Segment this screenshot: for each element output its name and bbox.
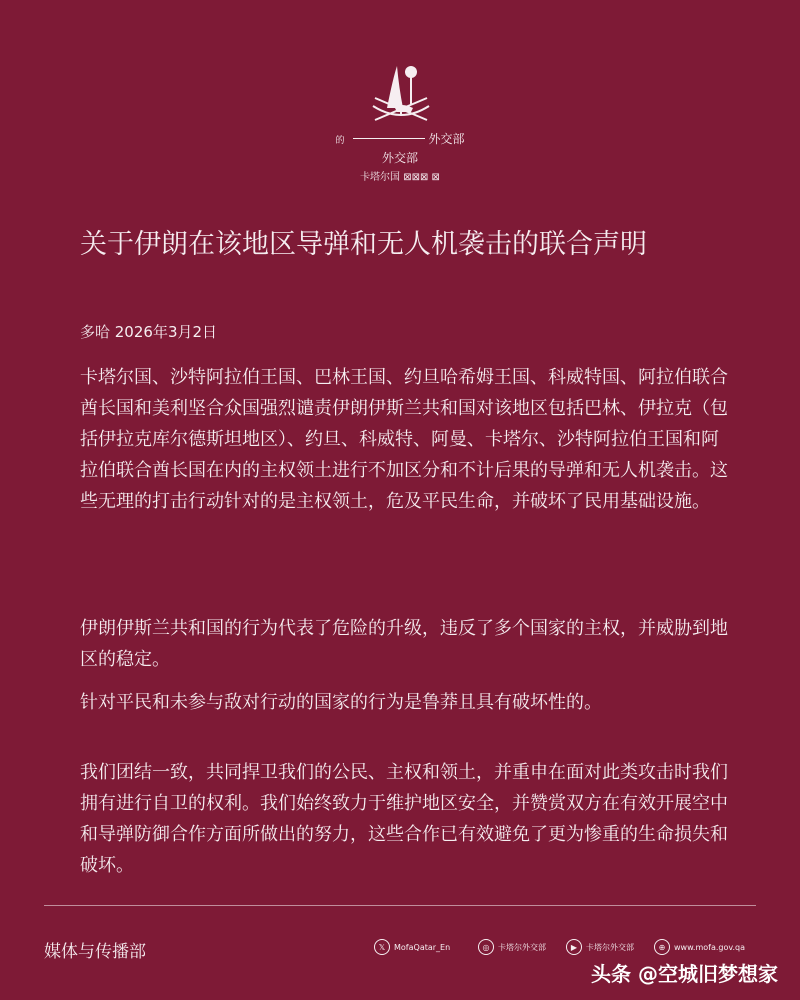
qatar-emblem-icon [365,58,437,130]
statement-paragraph-3: 针对平民和未参与敌对行动的国家的行为是鲁莽且具有破坏性的。 [80,692,602,713]
instagram-icon: ◎ [478,939,494,955]
ministry-name-1: 外交部 [428,132,465,146]
social-youtube-label: 卡塔尔外交部 [586,942,634,952]
social-instagram-label: 卡塔尔外交部 [498,942,546,952]
ministry-name-2: 外交部 [381,151,418,165]
statement-paragraph-1: 卡塔尔国、沙特阿拉伯王国、巴林王国、约旦哈希姆王国、科威特国、阿拉伯联合酋长国和美利坚合众国强烈谴责伊朗伊斯兰共和国对该地区包括巴林、伊拉克（包括伊拉克库尔德斯坦地区）、约旦、科威特、阿曼、卡塔尔、沙特阿拉伯王国和阿拉伯联合酋长国在内的主权领土进行不加区分和不计后果的导弹和无人机袭击。这些无理的打击行动针对的是主权领土，危及平民生命，并破坏了民用基础设施。 [80,367,728,512]
footer-department: 媒体与传播部 [44,942,146,962]
statement-title: 关于伊朗在该地区导弹和无人机袭击的联合声明 [80,229,647,260]
ministry-rule [353,138,425,139]
globe-icon: ⊕ [654,939,670,955]
social-website-label: www.mofa.gov.qa [674,942,745,952]
statement-paragraph-4: 我们团结一致，共同捍卫我们的公民、主权和领土，并重申在面对此类攻击时我们拥有进行自卫的权利。我们始终致力于维护地区安全，并赞赏双方在有效开展空中和导弹防御合作方面所做出的努力，这些合作已有效避免了更为惨重的生命损失和破坏。 [80,762,728,876]
watermark: 头条 @空城旧梦想家 [591,962,778,986]
youtube-icon: ▶ [566,939,582,955]
social-instagram[interactable] [478,939,546,955]
ministry-country: 卡塔尔国 ⊠⊠⊠ ⊠ [360,172,440,183]
statement-paragraph-2: 伊朗伊斯兰共和国的行为代表了危险的升级，违反了多个国家的主权，并威胁到地区的稳定。 [80,618,728,670]
ministry-prefix: 的 [335,136,345,146]
statement-dateline: 多哈 2026年3月2日 [80,323,218,341]
x-logo-icon: 𝕏 [374,939,390,955]
footer-divider [44,905,756,906]
social-website[interactable] [654,939,745,955]
social-youtube[interactable] [566,939,634,955]
social-x[interactable] [374,939,450,955]
ministry-name-line [0,130,800,147]
social-x-label: MofaQatar_En [394,942,451,952]
